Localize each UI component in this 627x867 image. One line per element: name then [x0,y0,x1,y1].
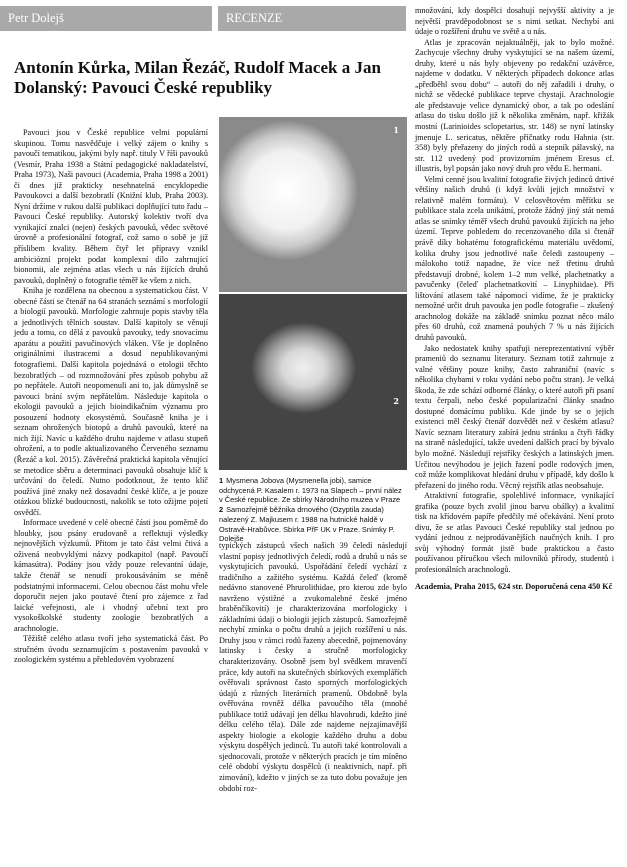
book-citation: Academia, Praha 2015, 624 str. Doporučená cena 450 Kč [415,581,613,591]
section-header: RECENZE [218,6,406,31]
caption [219,476,407,505]
paragraph: Kniha je rozdělena na obecnou a systematickou část. V obecné části se čtenář na 64 stranách seznámí s morfologií a biologií pavouků. Morfologie zahrnuje popis stavby těla a jednotlivých tělních soustav. Další kapitoly se věnují jedu a tomu, co dělá z pavouků pavouky, tedy snovacímu aparátu a použití pavučinových vláken. Vše je doplněno originálními ilustracemi a dosud nepublikovanými fotografiemi. Další kapitola pojednává o etologii těchto bezobratlých – od rozmnožování přes způsob pohybu až po nepřátele. Autoři neopomenuli ani to, jak důmyslně se pavouci brání svým nepřátelům. Následuje kapitola o ekologii pavouků a jejich bioindikačním významu pro posouzení hodnoty ekosystémů. Současně kniha je i seznam ohrožených biotopů a druhů pavouků, které na nich žijí. Navíc u každého druhu najdeme v atlasu stupeň ohrožení, a to podle aktualizovaného Červeného seznamu (Řezáč a kol. 2015). Závěrečná praktická kapitola věnující se metodice sběru a determinaci pavouků obsahuje klíč k určování do čeledí. Nutno podotknout, že tento klíč používá jiné znaky než dosavadní české klíče, a je pouze otázkou blízké budoucnosti, nakolik se toto ožijme pojetí osvědčí. [14,286,208,517]
paragraph: množování, kdy dospělci dosahují nejvyšší aktivity a je největší pravděpodobnost se s nimi setkat. Nechybí ani údaje o rozšíření druhu ve světě a u nás. [415,6,614,37]
caption-text: Samozřejmě běžnika drnového (Ozyptila zauda) nalezený Z. Majkusem r. 1988 na hutnické haldě v Ostravě-Hrabůvce. Sbírka PřF UK v Praze. Snímky P. Dolejše [219,505,395,544]
paragraph: Atlas je zpracován nejaktuálněji, jak to bylo možné. Zachycuje všechny druhy vyskytující se na našem území, druhy, které u nás byly objeveny po redakční uzávěrce, najdeme v dodatku. V některých případech dokonce atlas „předběhl svou dobu“ – autoři do něj zařadili i druhy, o nichž se vědecké publikace teprve chystají. Arachnologie ale představuje velice dynamický obor, a tak po odeslání atlasu do tisku došlo již k několika změnám, např. křižák mostní (Larinioides sclopetarius, str. 148) se nyní latinsky jmenuje L. sericatus, něktěre příčnatky rodu Hahnia (str. 358) byly přeřazeny do jiných rodů a stepník pálavský, na str. 112 uvedený pod provizorním jménem Eresus cf. illustris, byl popsán jako nový druh pro vědu E. hermani. [415,37,614,174]
photo-number: 2 [393,396,399,406]
caption-text: Mysmena Jobova (Mysmenella jobi), samice odchycená P. Kasalem r. 1973 na Slapech – první nález v České republice. Ze sbírky Národního muzea v Praze [219,476,402,505]
caption-number: 2 [219,505,224,515]
article-title: Antonín Kůrka, Milan Řezáč, Rudolf Macek a Jan Dolanský: Pavouci České republiky [14,58,381,97]
paragraph: Těžiště celého atlasu tvoří jeho systematická část. Po stručném úvodu seznamujícím s postavením pavouků v zoologickém systému a přehledovém vyobrazení [14,634,208,665]
caption-number: 1 [219,476,224,485]
author-header: Petr Dolejš [0,6,212,31]
paragraph: Informace uvedené v celé obecné části jsou poměrně do hloubky, jsou psány erudovaně a reflektují výsledky nejnovějších výzkumů. Přitom je tato část velmi čtivá a oživená neobvyklými názvy podkapitol (např. Pavoučí kámasútra). Podány jsou vždy pouze relevantní údaje, takže čtenář se nenudí prokousáváním se méně podstatnými informacemi. Celou obecnou část mohu vřele doporučit nejen jako poutavé čtení pro zájemce z řad laické veřejnosti, ale i vhodný učební text pro vysokoškolské studenty zoologie bezobratlých a arachnologie. [14,518,208,633]
left-column [14,128,208,666]
photo-captions [219,476,407,544]
right-column [415,6,614,592]
paragraph: Atraktivní fotografie, spolehlivé informace, vynikající grafika (pouze bych zvolil jinou barvu obálky) a kvalitní tisk na křídovém papíře předčily mé očekávání. Není proto divu, že se atlas Pavouci České republiky stal jednou po vydání jednou z nejprodávanějších naučných knih. I pro svůj výhodný formát jistě bude praktickou a často používanou příručkou všech milovníků přírody, studentů i profesionálních arachnologů. [415,491,614,574]
paragraph: typických zástupců všech našich 39 čeledí následují vlastní popisy jednotlivých čeledí, rodů a druhů u nás se vyskytujících pavouků. Uspořádání čeledí vychází z tradičního a zažitého systému. Každá čeleď (kromě nedávno stanovené Phrurolithidae, pro kterou zde bylo navrženo výstižné a zvukomalebné české jméno braběnčíkovití) je charakterizována morfologicky i základními údaji o biologii jejích zástupců. Samozřejmě nechybí zmínka o počtu druhů a jejich rozšíření u nás. Druhy jsou v rámci rodů řazeny abecedně, pojmenovány latinsky i česky a stručně morfologicky charakterizovány. Osobně jsem byl svědkem mravenčí práce, kdy autoři na skutečných sbírkových exemplářích ověřovali správnost často sporných morfologických údajů z různých literárních pramenů. Obdobně byla ověřována rovněž délka pavoučího těla (mnohé publikace totiž udávají jen délku hlavohrudi, kdežto jiné délku celého těla). Dále zde najdeme nejzajímavější aspekty biologie a ekologie každého druhu a dobu výskytu dospělých jedinců. Tu autoři také kontrolovali a sjednocovali, protože v některých pracích je tím míněno celé období výskytu dospělců (i neaktivních, např. při zimování), kdežto v jiných se za tuto dobu považuje jen období roz- [219,541,407,793]
paragraph: Jako nedostatek knihy spatřuji nereprezentativní výběr prameniů do seznamu literatury. Seznam totiž zahrnuje z valné většiny pouze knihy, často zahraniční (navíc s několika chybami v roku vydání nebo počtu stran). Je velká škoda, že zde schází odborné články, o které autoři při psaní textu čerpali, nebo české popularizační články snadno dostupné domácímu publiku. Kde jinde by se o jejich existenci měl český čtenář dozvědět než v českém atlasu? Navíc seznam literatury zabírá jednu stránku a čtyři řádky na straně následující, takže uvedení dalších prací by bývalo bylo možné. Následují rejstříky českých a latinských jmen. Určitou nevýhodou je jejich řazení podle rodových jmen, což může komplikovat hledání druhu v případě, kdy došlo k přeřazení do jiného rodu. Věcný rejstřík atlas neobsahuje. [415,343,614,490]
spider-photo-1 [219,117,407,292]
paragraph: Pavouci jsou v České republice velmi populární skupinou. Tomu nasvědčuje i velký zájem o knihy s pavoučí tematikou, jakými byly např. tituly V říši pavouků (Vesmír, Praha 1938 a Státní pedagogické nakladatelství, Praha 1973), Naši pavouci (Academia, Praha 1998 a 2001) či dnes již prakticky nesehnatelná encyklopedie Pavoukovci a další bezobratlí (Knižní klub, Praha 2003). Nyní držíme v rukou další publikaci doplňující tuto řadu – Pavouci České republiky. Autorský kolektiv tvoří dva vynikající znalci (nejen) českých pavouků, vědec světové úrovně a profesionální fotograf, což samo o sobě je již příslibem kvality. Během čtyř let přípravy vznikl ambiciózní projekt podat komplexní dílo zahrnující bionomii, ale zejména atlas všech u nás žijících druhů pavouků, doplněný o fotografie téměř ke všem z nich. [14,128,208,285]
paragraph: Velmi cenné jsou kvalitní fotografie živých jedinců drtivé většiny našich druhů (i když kvůli jejich množství v relativně malém formátu). V celosvětovém měřítku se publikace stala zcela unikátní, protože žádný jiný stát nemá atlas se snímky téměř všech druhů pavouků žijících na jeho území. Teprve pohledem do recenzovaného díla si čtenář právě díky bohatému fotografickému materiálu uvědomí, kolika druhy jsou jednotlivé naše čeledi zastoupeny – málokoho totiž napadne, že více než třetinu druhů představují drobné, kolem 1–2 mm velké, plachetnatky a pavučenky (čeleď plachetnatkovití – Linyphiidae). Při lištování atlasem také nápomocí vidíme, že je prakticky nemožné určit druh pavouka jen podle fotografie – zkušený arachnolog dokáže na základě snímku poznat něco málo přes 60 druhů, což znamená pouhých 7 % u nás žijících druhů pavouků. [415,174,614,342]
caption [219,505,407,544]
photo-number: 1 [393,125,399,135]
spider-photo-2 [219,294,407,470]
middle-column [219,541,407,794]
